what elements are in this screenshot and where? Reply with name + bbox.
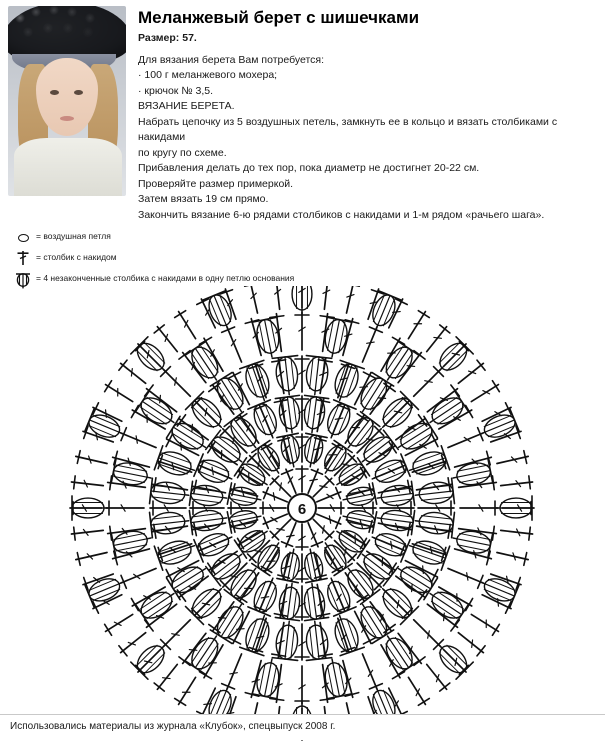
source-note: Использовались материалы из журнала «Клубок», спецвыпуск 2008 г. xyxy=(0,714,605,740)
double-crochet-icon xyxy=(10,250,36,266)
instructions xyxy=(138,53,597,224)
instruction-line: Закончить вязание 6-ю рядами столбиков с накидами и 1-м рядом «рачьего шага». xyxy=(138,208,597,224)
instruction-line: · крючок № 3,5. xyxy=(138,84,597,100)
header-section xyxy=(0,0,605,223)
mouth xyxy=(60,116,74,121)
legend xyxy=(0,229,605,287)
crochet-chart xyxy=(0,286,605,756)
legend-item xyxy=(10,271,605,287)
cluster-4-icon xyxy=(10,271,36,287)
chart-center-ring xyxy=(288,494,316,522)
legend-item xyxy=(10,250,605,266)
instruction-line: Затем вязать 19 см прямо. xyxy=(138,192,597,208)
instruction-line: по кругу по схеме. xyxy=(138,146,597,162)
page-title: Меланжевый берет с шишечками xyxy=(138,8,597,28)
legend-item-label: = столбик с накидом xyxy=(36,250,117,263)
instruction-line: · 100 г меланжевого мохера; xyxy=(138,68,597,84)
legend-item-label: = воздушная петля xyxy=(36,229,111,242)
instruction-line: Набрать цепочку из 5 воздушных петель, замкнуть ее в кольцо и вязать столбиками с накидами xyxy=(138,115,597,146)
sweater xyxy=(14,138,122,196)
eye-right xyxy=(74,90,83,95)
eye-left xyxy=(50,90,59,95)
instruction-line: ВЯЗАНИЕ БЕРЕТА. xyxy=(138,99,597,115)
instruction-line: Для вязания берета Вам потребуется: xyxy=(138,53,597,69)
legend-item xyxy=(10,229,605,245)
text-block xyxy=(126,6,597,223)
legend-item-label: = 4 незаконченные столбика с накидами в одну петлю основания xyxy=(36,271,294,284)
center-label: 6 xyxy=(298,501,306,518)
chart-svg xyxy=(0,286,605,756)
model-photo xyxy=(8,6,126,196)
size-label: Размер: 57. xyxy=(138,32,597,44)
instruction-line: Проверяйте размер примеркой. xyxy=(138,177,597,193)
chain-stitch-icon xyxy=(10,229,36,245)
instruction-line: Прибавления делать до тех пор, пока диаметр не достигнет 20-22 см. xyxy=(138,161,597,177)
